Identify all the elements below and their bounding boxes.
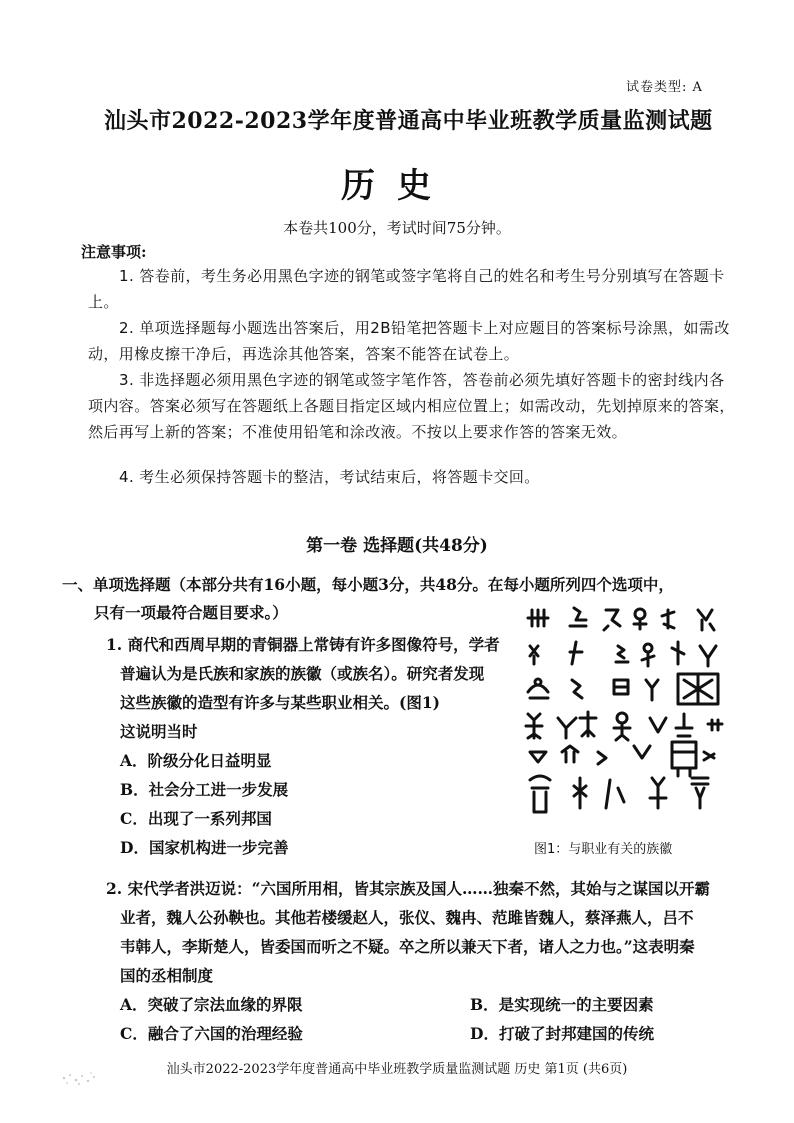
paper-type-label: 试卷类型: A <box>626 80 703 95</box>
q2-options-row-2 <box>106 1019 746 1048</box>
note-item-3: 3. 非选择题必须用黑色字迹的钢笔或签字笔作答，答卷前必须先填好答题卡的密封线内各项内容。答案必须写在答题纸上各题目指定区域内相应位置上；如需改动，先划掉原来的答案，然后再写上新的答案；不准使用铅笔和涂改液。不按以上要求作答的答案无效。 <box>88 371 735 441</box>
emblem-icon <box>604 610 620 630</box>
note-item-1: 1. 答卷前，考生务必用黑色字迹的钢笔或签字笔将自己的姓名和考生号分别填写在答题卡上。 <box>88 267 725 311</box>
exam-info: 本卷共100分，考试时间75分钟。 <box>283 219 511 237</box>
q1-option-a: A．阶级分化日益明显 <box>120 751 272 770</box>
emblem-icon <box>700 646 716 666</box>
emblem-icon <box>574 778 586 808</box>
emblem-icon <box>676 714 692 736</box>
emblem-icon <box>662 610 674 628</box>
q2-option-c: C．融合了六国的治理经验 <box>120 1024 303 1043</box>
q1-stem-line: 这说明当时 <box>120 722 198 741</box>
section-heading-line-2: 只有一项最符合题目要求。） <box>94 603 288 622</box>
q2-stem-line: 2. 宋代学者洪迈说：“六国所用相，皆其宗族及国人……独秦不然，其始与之谋国以开霸 <box>106 879 710 898</box>
emblem-icon <box>530 776 550 812</box>
emblem-icon <box>530 752 546 762</box>
emblem-icon <box>692 778 708 808</box>
emblem-icon <box>580 712 596 736</box>
clan-emblems-figure <box>522 602 732 824</box>
emblem-icon <box>570 642 582 664</box>
emblem-icon <box>646 680 658 700</box>
q2-stem-line: 韦韩人，李斯楚人，皆委国而听之不疑。卒之所以兼天下者，诸人之力也。”这表明秦 <box>120 937 695 956</box>
q2-options-row-1 <box>106 990 746 1019</box>
q2-stem-line: 业者，魏人公孙鞅也。其他若楼缓赵人，张仪、魏冉、范雎皆魏人，蔡泽燕人，吕不 <box>120 908 694 927</box>
emblem-icon <box>704 752 714 760</box>
emblem-icon <box>614 680 628 694</box>
emblem-icon <box>606 780 624 808</box>
emblem-icon <box>650 718 666 732</box>
emblem-icon <box>558 718 576 738</box>
emblem-icon <box>616 646 628 662</box>
emblem-icon <box>708 720 722 730</box>
emblem-icon <box>526 714 542 738</box>
emblem-icon <box>650 778 666 808</box>
emblem-icon <box>570 608 586 626</box>
section-heading-line-1: 一、单项选择题（本部分共有16小题，每小题3分，共48分。在每小题所列四个选项中， <box>62 575 674 594</box>
emblem-icon <box>528 610 548 626</box>
emblem-icon <box>698 610 714 630</box>
subject-title: 历史 <box>341 166 453 206</box>
page-footer: 汕头市2022-2023学年度普通高中毕业班教学质量监测试题 历史 第1页 (共6页) <box>166 1062 628 1077</box>
exam-title: 汕头市2022-2023学年度普通高中毕业班教学质量监测试题 <box>104 108 713 134</box>
emblem-icon <box>634 746 650 758</box>
emblem-icon <box>634 609 646 629</box>
q2-stem-line: 国的丞相制度 <box>120 966 214 985</box>
q1-option-d: D．国家机构进一步完善 <box>120 838 289 857</box>
q1-stem-line: 普遍认为是氏族和家族的族徽（或族名）。研究者发现 <box>120 664 485 683</box>
figure-caption: 图1：与职业有关的族徽 <box>534 842 673 857</box>
q2-option-d: D．打破了封邦建国的传统 <box>470 1024 654 1043</box>
emblem-icon <box>572 680 582 698</box>
q1-option-c: C．出现了一系列邦国 <box>120 809 272 828</box>
q2-option-b: B．是实现统一的主要因素 <box>470 995 654 1014</box>
note-item-2: 2. 单项选择题每小题选出答案后，用2B铅笔把答题卡上对应题目的答案标号涂黑，如需改动，用橡皮擦干净后，再选涂其他答案，答案不能答在试卷上。 <box>88 319 730 363</box>
emblem-icon <box>562 746 578 762</box>
notes-heading: 注意事项: <box>81 243 147 261</box>
emblem-icon <box>678 674 718 704</box>
emblem-icon <box>528 679 548 698</box>
part-title: 第一卷 选择题(共48分) <box>306 536 488 556</box>
emblem-icon <box>642 644 654 666</box>
emblem-icon <box>598 752 606 764</box>
emblem-icon <box>672 742 696 776</box>
emblem-icon <box>530 646 538 664</box>
emblem-icon <box>672 642 684 664</box>
question-1 <box>106 630 506 862</box>
emblem-icon <box>614 713 630 740</box>
question-2 <box>106 874 746 1048</box>
q1-stem-line: 这些族徽的造型有许多与某些职业相关。(图1) <box>120 693 440 712</box>
q2-option-a: A．突破了宗法血缘的界限 <box>120 995 303 1014</box>
q1-stem-line: 1. 商代和西周早期的青铜器上常铸有许多图像符号，学者 <box>106 635 500 654</box>
note-item-4: 4. 考生必须保持答题卡的整洁，考试结束后，将答题卡交回。 <box>119 468 540 486</box>
q1-option-b: B．社会分工进一步发展 <box>120 780 289 799</box>
